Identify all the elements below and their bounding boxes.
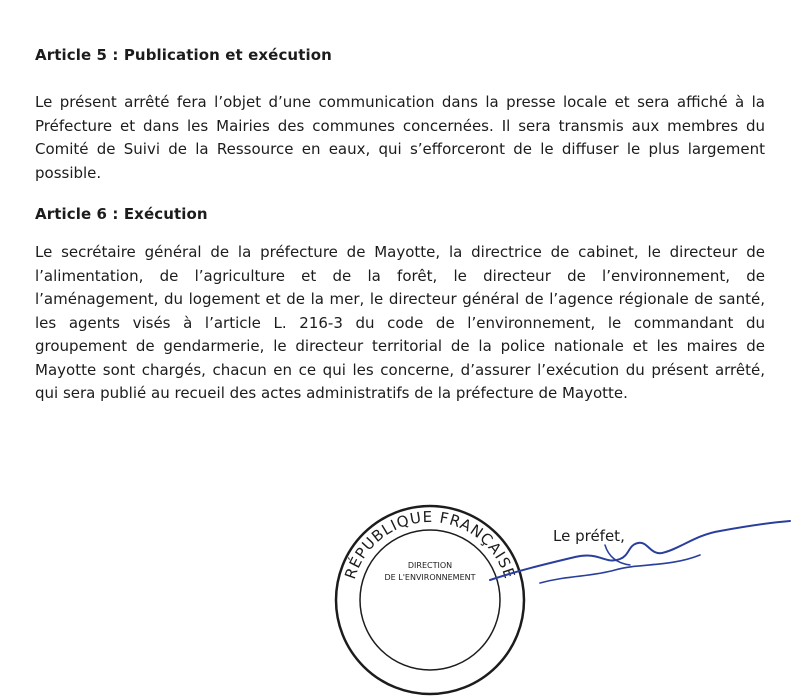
text-line: Comité de Suivi de la Ressource en eaux, qui s’efforceront de le diffuser le plus largement <box>35 140 765 158</box>
article-5-paragraph <box>35 91 765 185</box>
signature-scribble <box>480 515 800 585</box>
seal-inner-line2: DE L'ENVIRONNEMENT <box>384 573 476 582</box>
text-line: Le présent arrêté fera l’objet d’une communication dans la presse locale et sera affiché à la <box>35 93 765 111</box>
text-line: l’alimentation, de l’agriculture et de la forêt, le directeur de l’environnement, de <box>35 266 765 285</box>
seal-outer-text: RÉPUBLIQUE FRANÇAISE <box>341 507 519 582</box>
signature-title: Le préfet, <box>553 527 625 545</box>
seal-inner-line1: DIRECTION <box>407 561 453 570</box>
article-6-heading: Article 6 : Exécution <box>35 205 208 223</box>
text-line: groupement de gendarmerie, le directeur territorial de la police nationale et les maires de <box>35 337 765 355</box>
text-line: Préfecture et dans les Mairies des communes concernées. Il sera transmis aux membres du <box>35 116 765 135</box>
text-line: qui sera publié au recueil des actes administratifs de la préfecture de Mayotte. <box>35 384 628 402</box>
text-line: l’aménagement, du logement et de la mer, le directeur général de l’agence régionale de santé, <box>35 290 765 308</box>
seal-inner-ring <box>360 530 500 670</box>
article-6-paragraph <box>35 241 765 406</box>
text-line: Mayotte sont chargés, chacun en ce qui les concerne, d’assurer l’exécution du présent arrêté, <box>35 360 765 379</box>
text-line: possible. <box>35 163 102 182</box>
text-line: Le secrétaire général de la préfecture de Mayotte, la directrice de cabinet, le directeur de <box>35 243 765 261</box>
article-5-heading: Article 5 : Publication et exécution <box>35 46 332 64</box>
text-line: les agents visés à l’article L. 216-3 du code de l’environnement, le commandant du <box>35 313 765 332</box>
